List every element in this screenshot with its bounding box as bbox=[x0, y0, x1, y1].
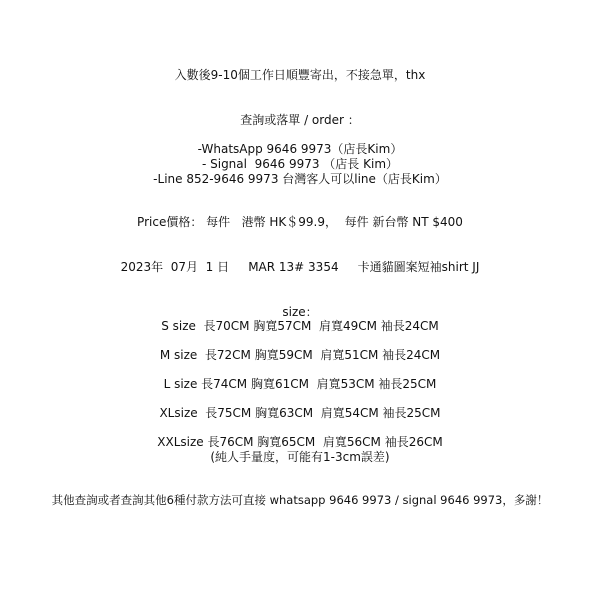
size-row-xl: XLsize 長75CM 胸寬63CM 肩寬54CM 袖長25CM bbox=[159, 406, 441, 420]
size-row-s: S size 長70CM 胸寬57CM 肩寬49CM 袖長24CM bbox=[161, 319, 439, 333]
size-heading: size： bbox=[282, 305, 318, 319]
measurement-note: (純人手量度，可能有1-3cm誤差) bbox=[210, 450, 390, 464]
size-row-xxl: XXLsize 長76CM 胸寬65CM 肩寬56CM 袖長26CM bbox=[157, 435, 443, 449]
size-row-m: M size 長72CM 胸寬59CM 肩寬51CM 袖長24CM bbox=[159, 348, 441, 362]
size-row-l: L size 長74CM 胸寬61CM 肩寬53CM 袖長25CM bbox=[163, 377, 437, 391]
payment-enquiry: 其他查詢或者查詢其他6種付款方法可直接 whatsapp 9646 9973 / signal 9646 9973，多謝！ bbox=[51, 493, 549, 507]
whatsapp-contact: -WhatsApp 9646 9973（店長Kim） bbox=[197, 142, 403, 156]
order-enquiry-heading: 查詢或落單 / order ： bbox=[240, 113, 360, 127]
line-contact: -Line 852-9646 9973 台灣客人可以line（店長Kim） bbox=[153, 172, 447, 186]
shipping-notice: 入數後9-10個工作日順豐寄出，不接急單，thx bbox=[174, 68, 426, 82]
signal-contact: - Signal 9646 9973 （店長 Kim） bbox=[201, 157, 399, 171]
product-info: 2023年 07月 1 日 MAR 13# 3354 卡通貓圖案短袖shirt JJ bbox=[120, 260, 480, 274]
price-info: Price價格： 每件 港幣 HK＄99.9， 每件 新台幣 NT $400 bbox=[137, 215, 463, 229]
